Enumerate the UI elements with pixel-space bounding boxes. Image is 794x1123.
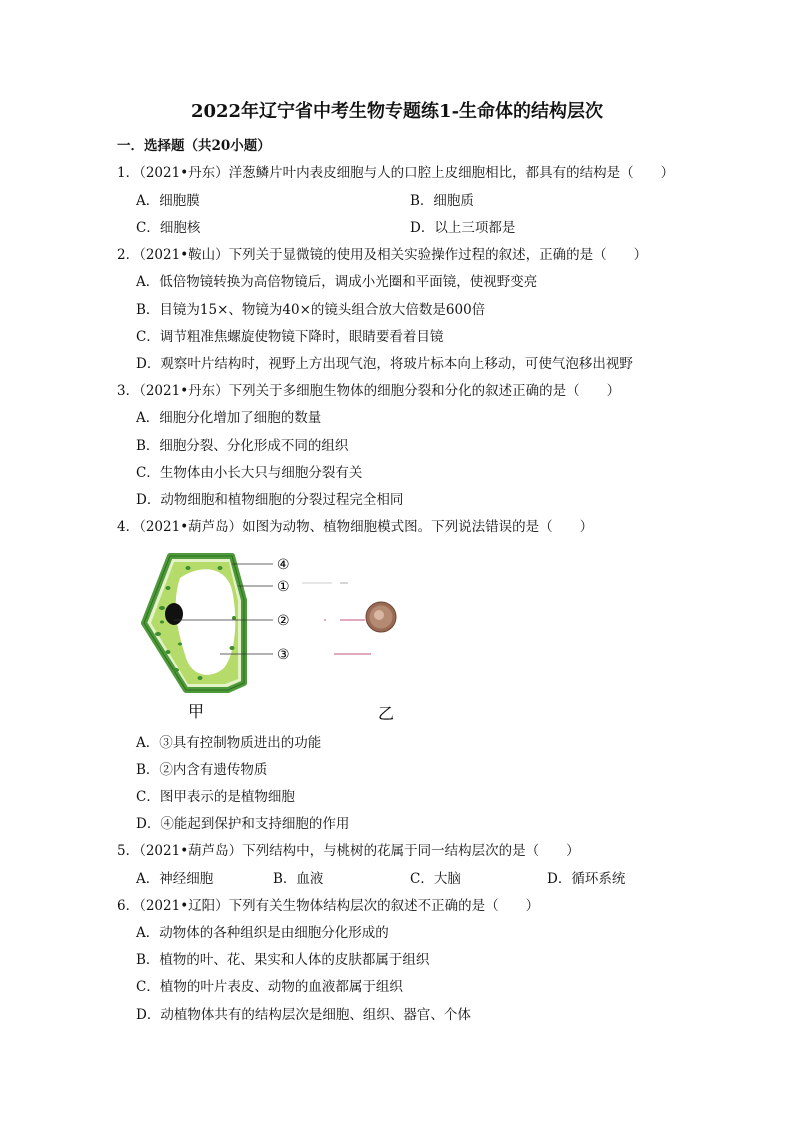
animal-cell-leaders: [302, 583, 371, 654]
question-2-option-b: B．目镜为15×、物镜为40×的镜头组合放大倍数是600倍: [136, 302, 486, 318]
question-5-option-d: D．循环系统: [547, 871, 626, 887]
question-2-option-d: D．观察叶片结构时，视野上方出现气泡，将玻片标本向上移动，可使气泡移出视野: [136, 356, 633, 372]
page-title: 2022年辽宁省中考生物专题练1-生命体的结构层次: [190, 101, 604, 122]
plant-cell-illustration: [144, 556, 244, 690]
question-6-option-d: D．动植物体共有的结构层次是细胞、组织、器官、个体: [136, 1007, 471, 1023]
question-3-option-c: C．生物体由小长大只与细胞分裂有关: [136, 465, 363, 481]
question-1-option-d: D．以上三项都是: [410, 220, 516, 236]
question-1-option-b: B．细胞质: [410, 193, 474, 209]
question-5-option-a: A．神经细胞: [136, 871, 214, 887]
label-1: ①: [277, 579, 290, 595]
label-2: ②: [277, 613, 290, 629]
cell-diagram-figure: [140, 548, 420, 726]
question-3-option-d: D．动物细胞和植物细胞的分裂过程完全相同: [136, 492, 404, 508]
caption-animal-cell: 乙: [378, 704, 395, 723]
section-heading: 一．选择题（共20小题）: [117, 138, 271, 154]
question-4-option-a: A．③具有控制物质进出的功能: [136, 735, 322, 751]
question-3-stem: 3．（2021•丹东）下列关于多细胞生物体的细胞分裂和分化的叙述正确的是（ ）: [117, 383, 621, 399]
question-5-option-b: B．血液: [273, 871, 324, 887]
question-6-option-a: A．动物体的各种组织是由细胞分化形成的: [136, 925, 389, 941]
question-4-option-d: D．④能起到保护和支持细胞的作用: [136, 816, 350, 832]
question-6-option-c: C．植物的叶片表皮、动物的血液都属于组织: [136, 979, 403, 995]
question-4-option-b: B．②内含有遗传物质: [136, 762, 268, 778]
question-6-option-b: B．植物的叶、花、果实和人体的皮肤都属于组织: [136, 952, 430, 968]
question-2-option-a: A．低倍物镜转换为高倍物镜后，调成小光圈和平面镜，使视野变亮: [136, 274, 538, 290]
question-4-option-c: C．图甲表示的是植物细胞: [136, 789, 295, 805]
question-1-option-c: C．细胞核: [136, 220, 201, 236]
question-2-option-c: C．调节粗准焦螺旋使物镜下降时，眼睛要看着目镜: [136, 329, 444, 345]
label-4: ④: [277, 557, 290, 573]
animal-cell-illustration: [366, 602, 396, 632]
caption-plant-cell: 甲: [188, 702, 205, 721]
question-5-option-c: C．大脑: [410, 871, 461, 887]
question-5-stem: 5．（2021•葫芦岛）下列结构中，与桃树的花属于同一结构层次的是（ ）: [117, 843, 580, 859]
question-1-option-a: A．细胞膜: [136, 193, 200, 209]
question-3-option-a: A．细胞分化增加了细胞的数量: [136, 410, 322, 426]
question-3-option-b: B．细胞分裂、分化形成不同的组织: [136, 438, 349, 454]
label-3: ③: [277, 647, 290, 663]
question-1-stem: 1．（2021•丹东）洋葱鳞片叶内表皮细胞与人的口腔上皮细胞相比，都具有的结构是（ ）: [117, 165, 675, 181]
question-4-stem: 4．（2021•葫芦岛）如图为动物、植物细胞模式图。下列说法错误的是（ ）: [117, 519, 594, 535]
question-6-stem: 6．（2021•辽阳）下列有关生物体结构层次的叙述不正确的是（ ）: [117, 898, 540, 914]
question-2-stem: 2．（2021•鞍山）下列关于显微镜的使用及相关实验操作过程的叙述，正确的是（ ）: [117, 247, 648, 263]
